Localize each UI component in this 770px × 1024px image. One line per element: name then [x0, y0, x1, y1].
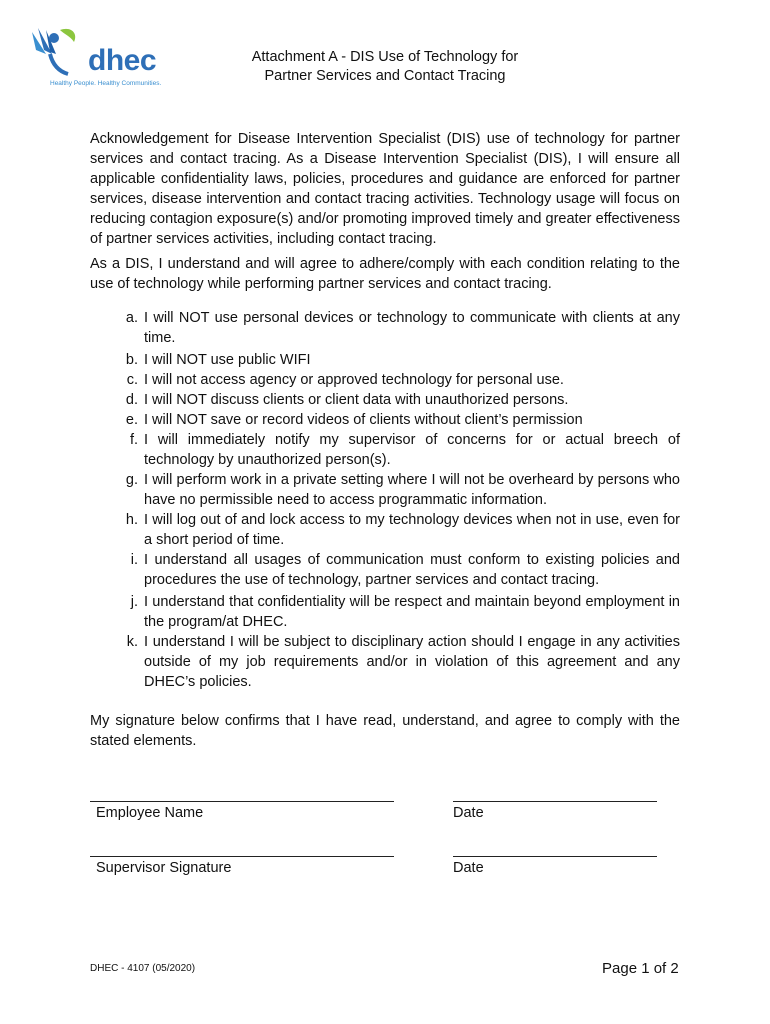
- confirmation-paragraph: My signature below confirms that I have read, understand, and agree to comply with the stated elements.: [90, 713, 680, 749]
- date-line-1[interactable]: [453, 801, 657, 802]
- list-marker: j.: [130, 594, 138, 610]
- list-item: [112, 470, 680, 510]
- agreement-paragraph: As a DIS, I understand and will agree to adhere/comply with each condition relating to the use of technology while performing partner services and contact tracing.: [90, 256, 680, 292]
- list-item-text: I will not access agency or approved technology for personal use.: [144, 372, 564, 388]
- list-item-text: I will log out of and lock access to my technology devices when not in use, even for a short period of time.: [144, 512, 680, 548]
- list-item: [112, 592, 680, 632]
- list-marker: a.: [125, 310, 138, 326]
- employee-name-line[interactable]: [90, 801, 394, 802]
- page-title: [200, 48, 570, 86]
- intro-paragraph: Acknowledgement for Disease Intervention Specialist (DIS) use of technology for partner services and contact tracing. As a Disease Intervention Specialist (DIS), I will ensure all applicable confidentiality laws, policies, procedures and guidance are enforced for partner services, disease intervention and contact tracing activities. Technology usage will focus on reducing contagion exposure(s) and/or promoting improved timely and greater effectiveness of partner services activities, including contact tracing.: [90, 131, 680, 247]
- list-item-text: I understand all usages of communication must conform to existing policies and procedures the use of technology, partner services and contact tracing.: [144, 552, 680, 588]
- list-marker: c.: [126, 372, 138, 388]
- list-marker: d.: [125, 392, 138, 408]
- form-id: DHEC - 4107 (05/2020): [90, 963, 196, 974]
- list-item-text: I will NOT use public WIFI: [144, 352, 311, 368]
- list-marker: h.: [125, 512, 138, 528]
- dhec-logo: [24, 24, 164, 90]
- list-item-text: I will NOT discuss clients or client data with unauthorized persons.: [144, 392, 569, 408]
- list-item: [112, 370, 680, 390]
- list-item-text: I will NOT save or record videos of clients without client’s permission: [144, 412, 583, 428]
- date-label-1: Date: [453, 805, 484, 821]
- logo-wordmark: dhec: [88, 44, 157, 77]
- supervisor-signature-label: Supervisor Signature: [96, 860, 232, 876]
- list-marker: b.: [125, 352, 138, 368]
- list-item: [112, 308, 680, 348]
- list-item: [112, 350, 680, 370]
- logo-tagline: Healthy People. Healthy Communities.: [50, 80, 162, 87]
- employee-name-label: Employee Name: [96, 805, 204, 821]
- title-line-2: Partner Services and Contact Tracing: [264, 68, 506, 84]
- supervisor-signature-line[interactable]: [90, 856, 394, 857]
- list-item: [112, 632, 680, 692]
- list-item-text: I understand I will be subject to disciplinary action should I engage in any activities outside of my job requirements and/or in violation of this agreement and any DHEC’s policies.: [144, 634, 680, 690]
- page-number: Page 1 of 2: [602, 960, 679, 977]
- list-item-text: I will immediately notify my supervisor of concerns for or actual breech of technology by unauthorized person(s).: [144, 432, 680, 468]
- list-item: [112, 550, 680, 590]
- date-label-2: Date: [453, 860, 484, 876]
- list-marker: k.: [126, 634, 138, 650]
- list-item-text: I understand that confidentiality will be respect and maintain beyond employment in the program/at DHEC.: [144, 594, 680, 630]
- conditions-list: [112, 308, 680, 692]
- list-item: [112, 390, 680, 410]
- date-line-2[interactable]: [453, 856, 657, 857]
- list-item: [112, 510, 680, 550]
- list-marker: f.: [129, 432, 138, 448]
- list-item: [112, 410, 680, 430]
- list-item: [112, 430, 680, 470]
- list-marker: g.: [125, 472, 138, 488]
- list-item-text: I will perform work in a private setting where I will not be overheard by persons who have no permissible need to access programmatic information.: [144, 472, 680, 508]
- title-line-1: Attachment A - DIS Use of Technology for: [251, 49, 519, 65]
- list-item-text: I will NOT use personal devices or technology to communicate with clients at any time.: [144, 310, 680, 346]
- list-marker: e.: [125, 412, 138, 428]
- palmetto-logo-icon: [24, 24, 84, 80]
- list-marker: i.: [130, 552, 138, 568]
